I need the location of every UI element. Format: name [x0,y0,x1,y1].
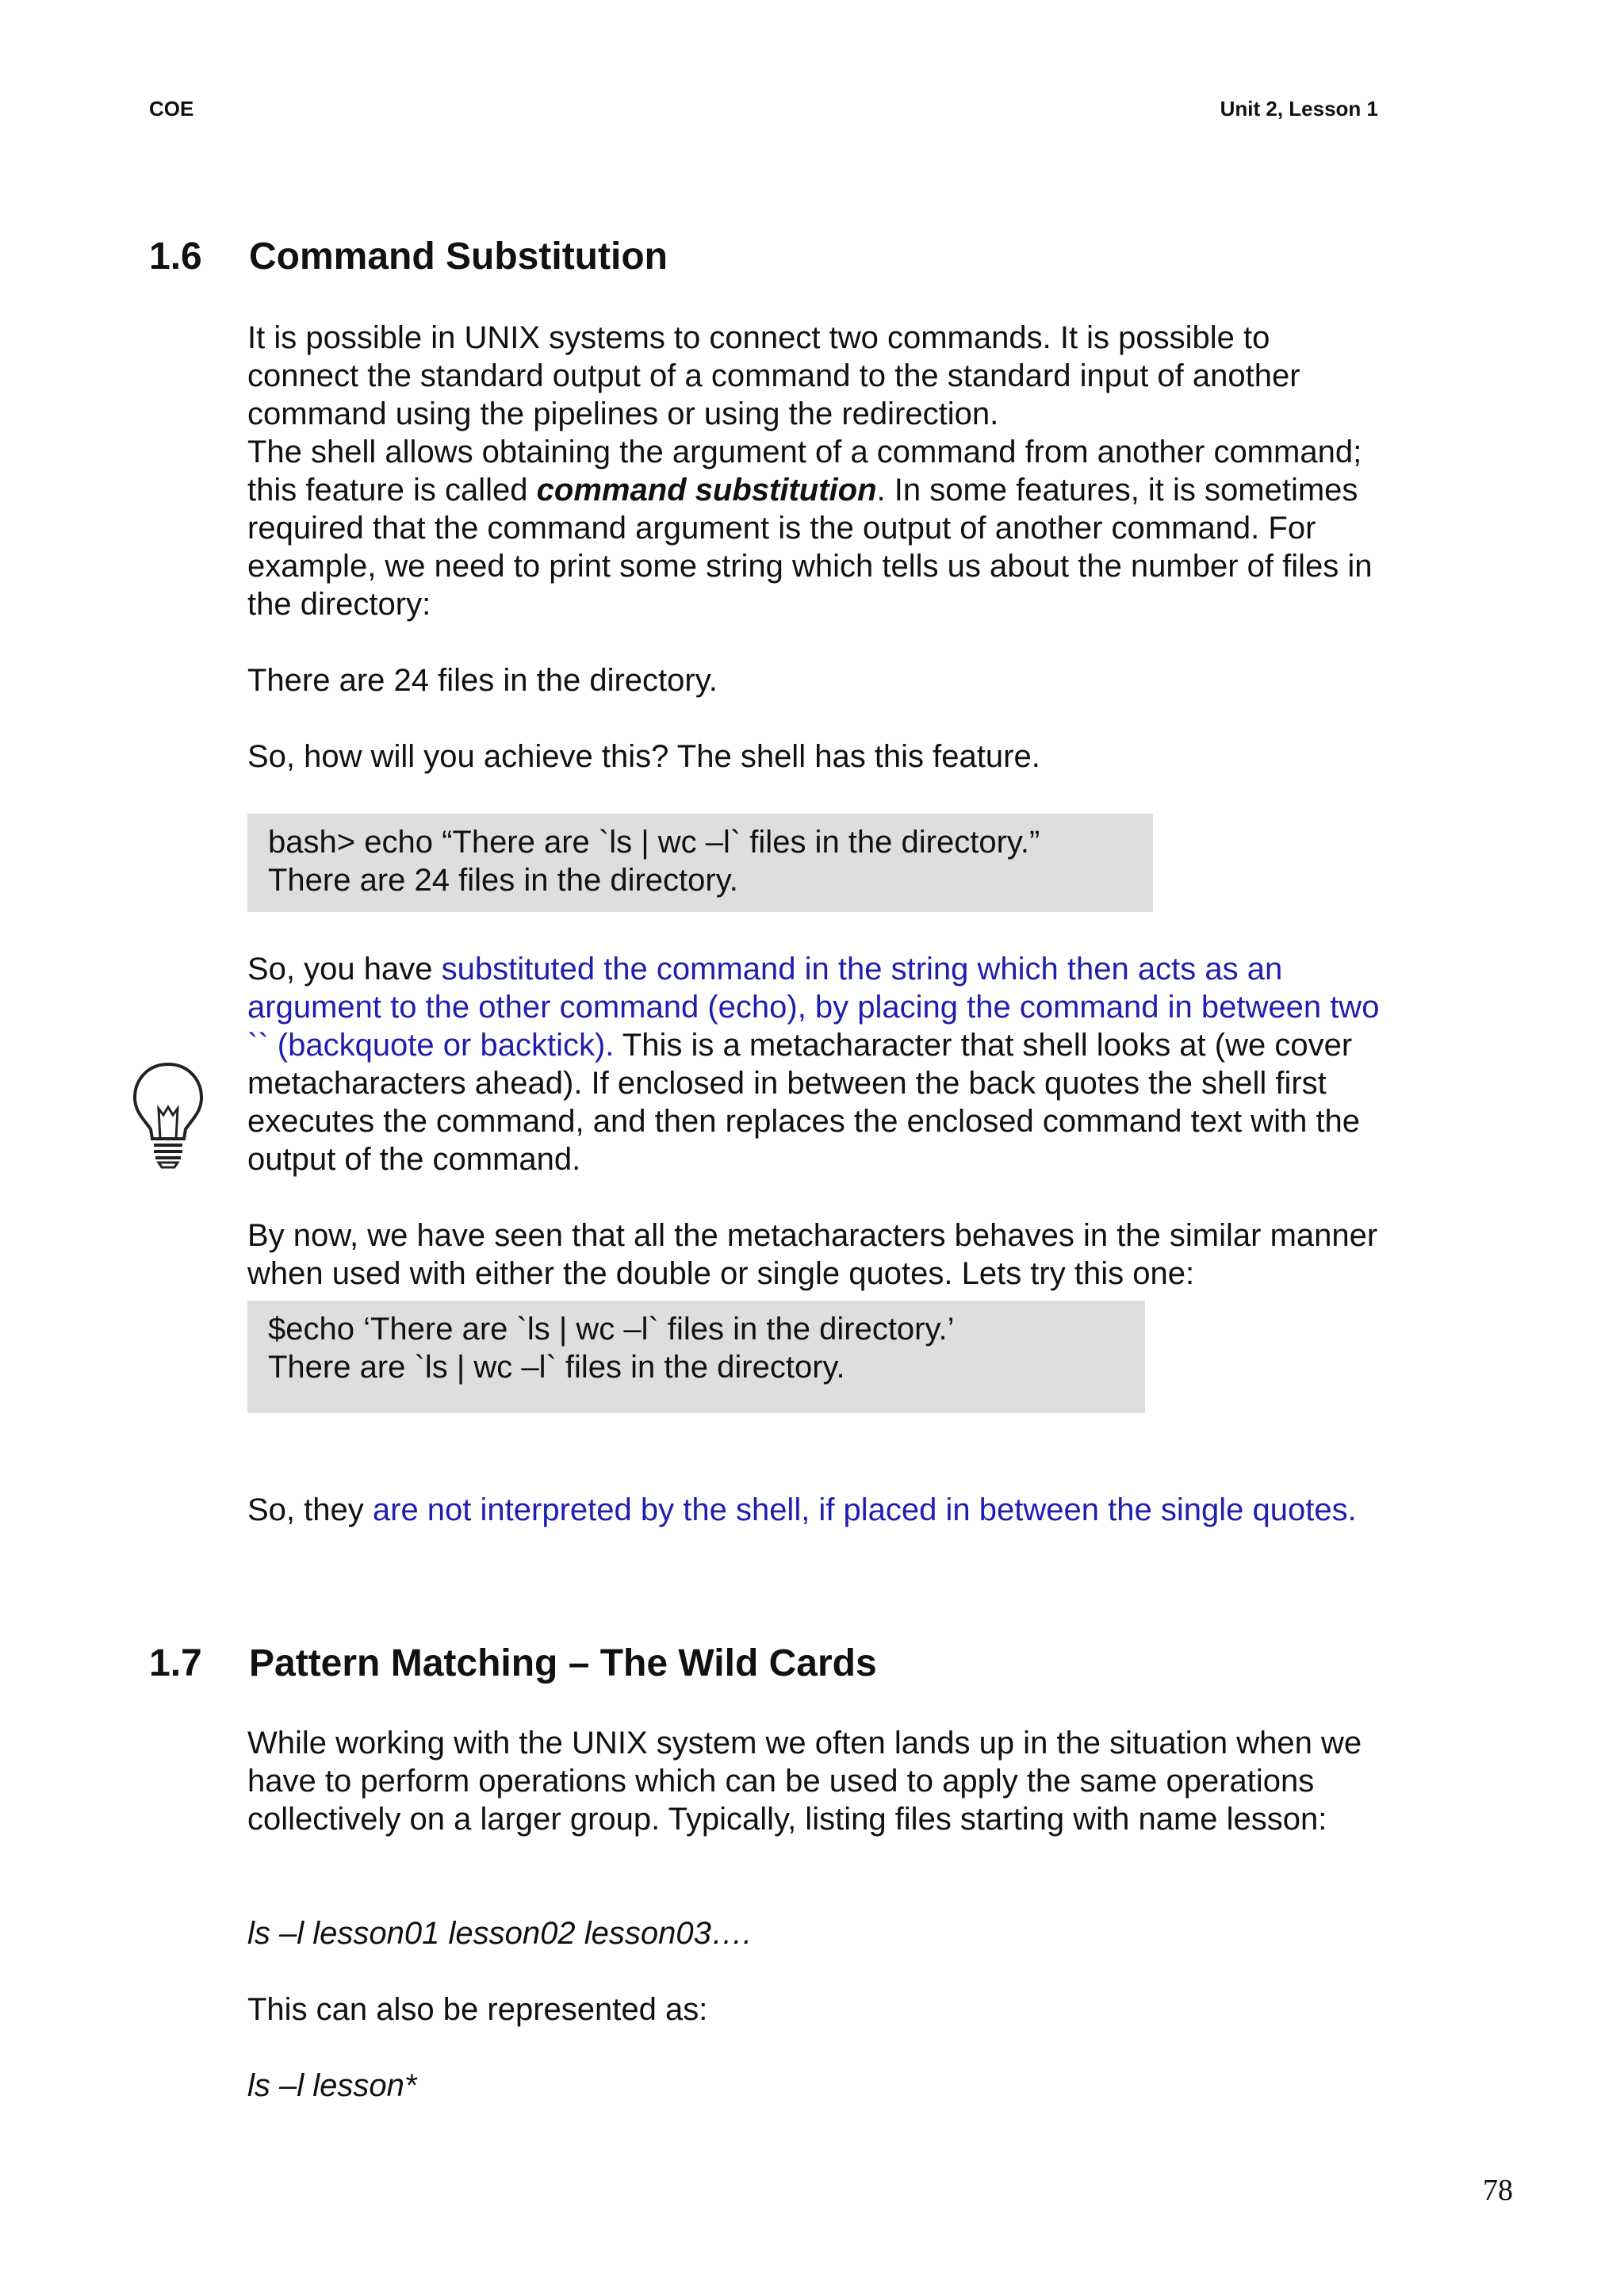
section-1-6-intro [247,319,1389,623]
code-block-2 [247,1301,1145,1413]
code-line: bash> echo “There are `ls | wc –l` files in the directory.” [268,825,1040,860]
conclusion-paragraph [247,1491,1389,1529]
paragraph-metacharacters: By now, we have seen that all the metacharacters behaves in the similar manner when used with either the double or single quotes. Lets try this one: [247,1218,1378,1291]
code-line: $echo ‘There are `ls | wc –l` files in the directory.’ [268,1312,955,1347]
highlighted-text: substituted the command in the string which then acts as an argument to the other command (echo), by placing the command in between two `` (backquote or backtick). [247,952,1380,1063]
paragraph: It is possible in UNIX systems to connect two commands. It is possible to connect the standard output of a command to the standard input of another command using the pipelines or using the redirection. [247,320,1300,431]
explanation-paragraph [247,950,1389,1178]
term-command-substitution: command substitution [536,473,877,508]
section-number: 1.6 [149,236,202,278]
section-heading-1-6 [149,235,668,278]
paragraph: This can also be represented as: [247,1992,708,2027]
code-block-1 [247,814,1153,912]
section-title: Command Substitution [249,236,668,278]
section-title: Pattern Matching – The Wild Cards [249,1642,877,1684]
text: This is a metacharacter that shell looks at (we cover metacharacters ahead). If enclosed in between the back quotes the shell first executes the command, and then replaces the enclosed command text with the output of the command. [247,1028,1361,1177]
text: The shell allows obtaining the argument of a command from another command; this feature is called [247,435,1362,508]
code-line: There are 24 files in the directory. [268,863,738,898]
question-text: So, how will you achieve this? The shell has this feature. [247,739,1040,774]
header-right: Unit 2, Lesson 1 [1220,97,1378,121]
page-number: 78 [1483,2174,1513,2207]
header-left: COE [149,97,194,121]
section-number: 1.7 [149,1642,202,1684]
example-command-1: ls –l lesson01 lesson02 lesson03…. [247,1916,752,1951]
text: So, you have [247,952,442,987]
lightbulb-icon [128,1059,208,1170]
example-command-2: ls –l lesson* [247,2068,417,2103]
text: So, they [247,1492,373,1527]
section-heading-1-7 [149,1642,877,1685]
section-1-7-intro: While working with the UNIX system we often lands up in the situation when we have to perform operations which can be used to apply the same operations collectively on a larger group. Typically, listing files starting with name lesson: [247,1726,1362,1837]
text: . In some features, it is sometimes required that the command argument is the output of another command. For example, we need to print some string which tells us about the number of files in the directory: [247,473,1373,622]
example-sentence: There are 24 files in the directory. [247,663,718,698]
paragraph [247,433,1389,623]
code-line: There are `ls | wc –l` files in the directory. [268,1350,845,1385]
highlighted-text: are not interpreted by the shell, if placed in between the single quotes. [372,1492,1357,1527]
